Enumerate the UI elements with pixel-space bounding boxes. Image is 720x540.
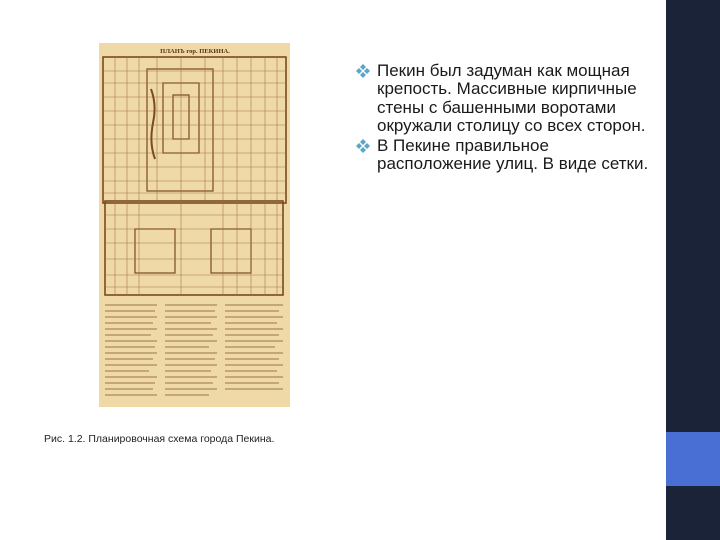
bullet-list: [355, 62, 655, 176]
bullet-item: [355, 137, 655, 174]
diamond-cluster-icon: [355, 138, 371, 154]
side-accent-block: [666, 432, 720, 486]
bullet-text: Пекин был задуман как мощная крепость. Массивные кирпичные стены с башенными воротами окружали столицу со всех сторон.: [377, 61, 646, 135]
diamond-cluster-icon: [355, 63, 371, 79]
map-title: ПЛАНЪ гор. ПЕКИНА.: [160, 48, 230, 55]
figure-caption: Рис. 1.2. Планировочная схема города Пекина.: [44, 433, 275, 445]
city-plan-map-drawing: [99, 43, 290, 407]
temple-enclosure: [211, 229, 251, 273]
temple-enclosure: [135, 229, 175, 273]
bullet-item: [355, 62, 655, 135]
bullet-text: В Пекине правильное расположение улиц. В виде сетки.: [377, 136, 649, 174]
city-plan-map-image: [99, 43, 290, 407]
